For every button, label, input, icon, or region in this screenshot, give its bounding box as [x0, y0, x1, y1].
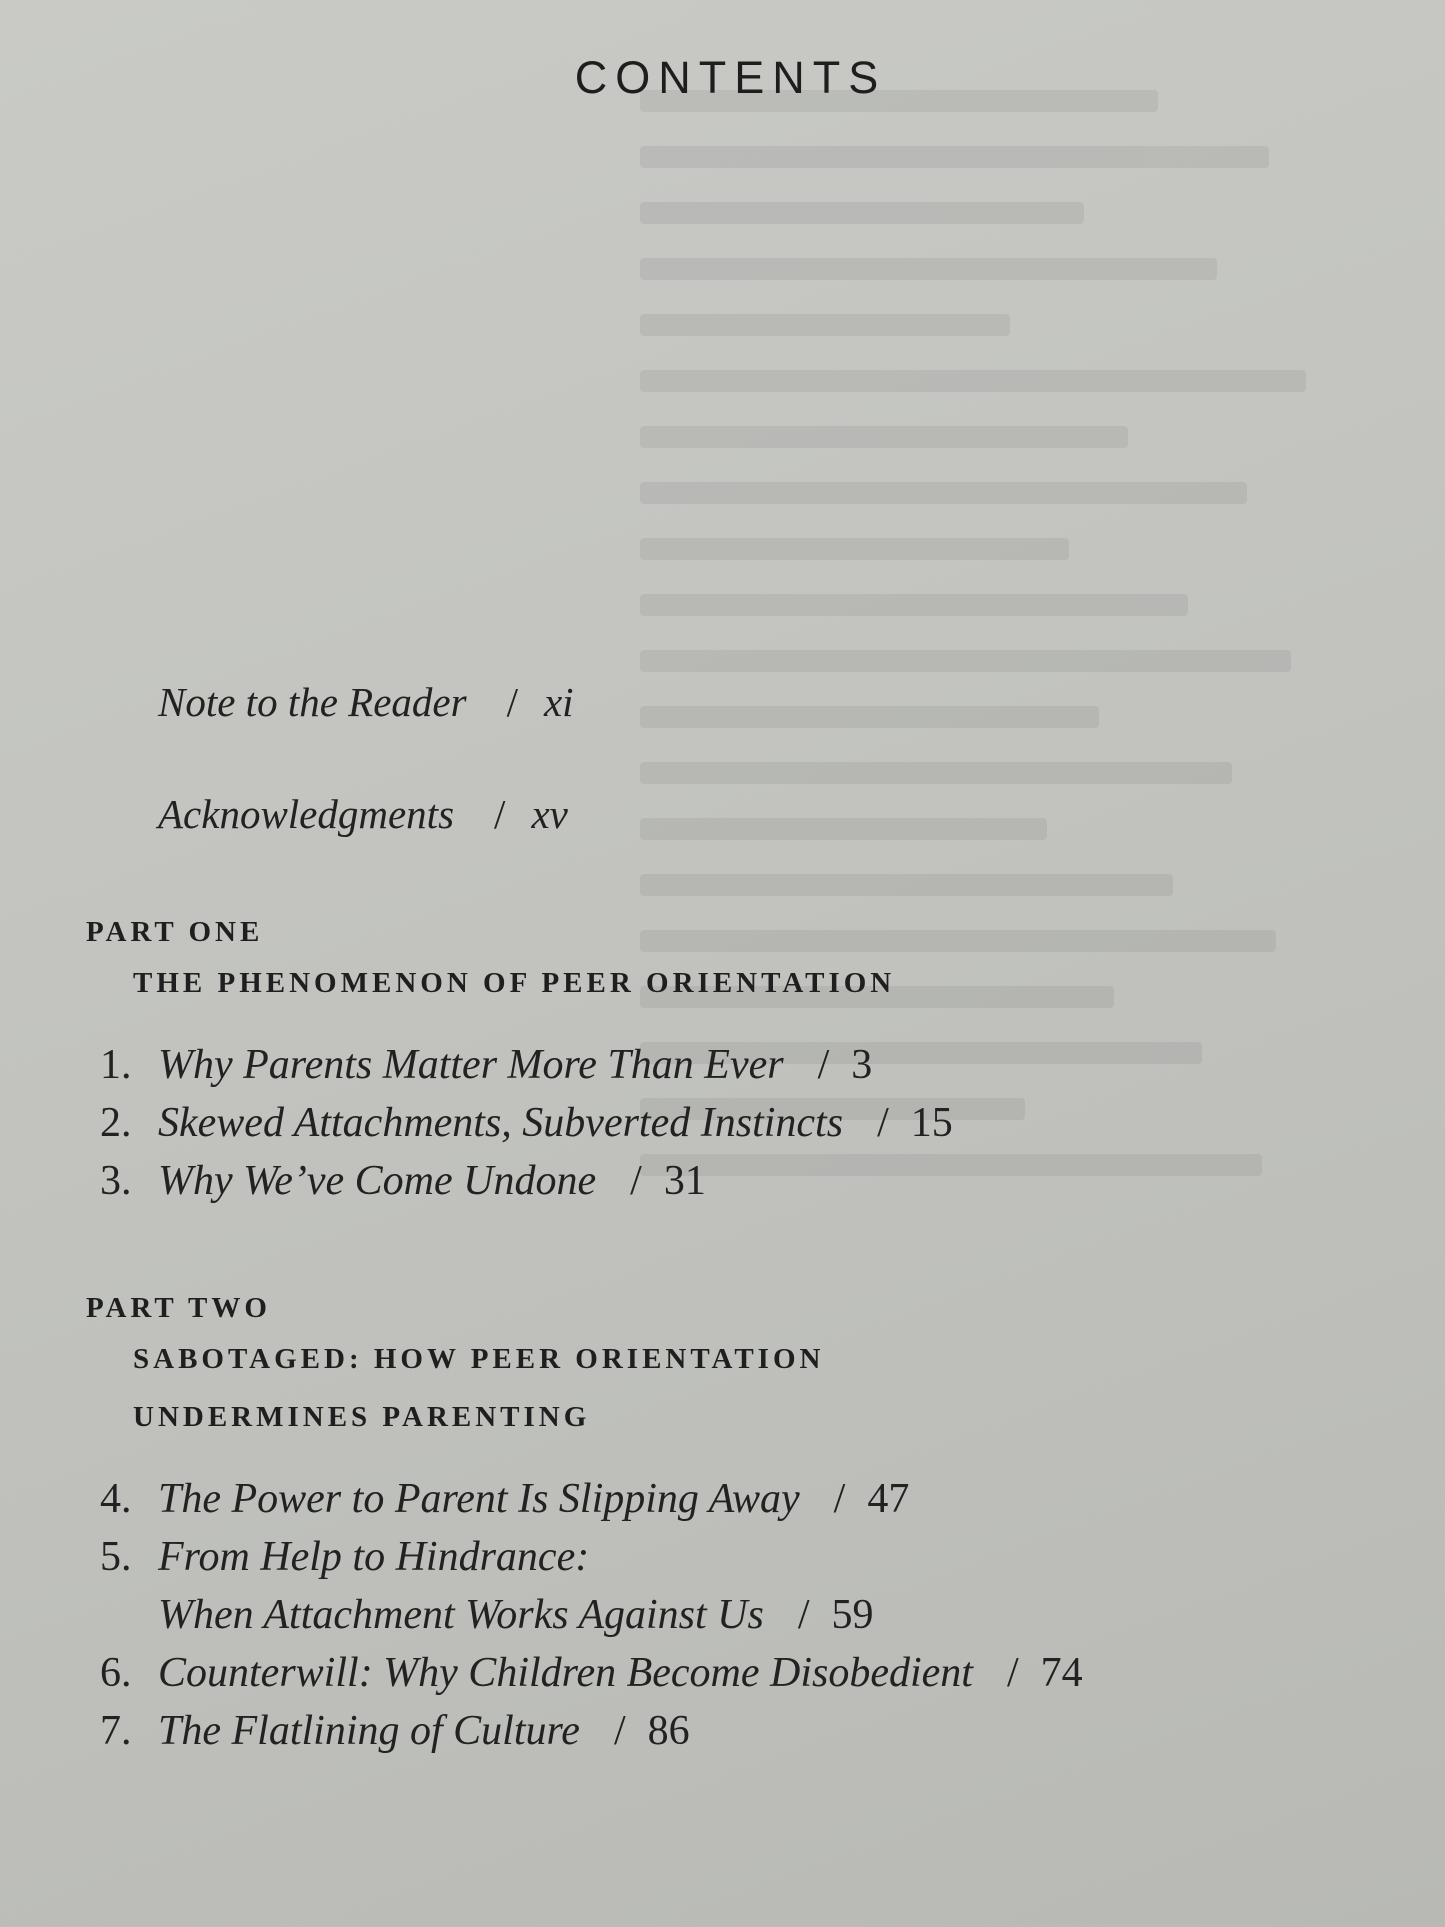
front-matter-title: Note to the Reader [158, 679, 467, 725]
page-separator: / [877, 1100, 889, 1146]
page-separator: / [494, 791, 506, 837]
chapter-2[interactable] [100, 1094, 953, 1152]
chapter-5[interactable] [100, 1528, 1083, 1644]
front-matter-note[interactable] [158, 678, 574, 726]
chapter-page: 59 [831, 1592, 874, 1638]
page-separator: / [817, 1042, 830, 1088]
front-matter-title: Acknowledgments [158, 791, 455, 837]
chapter-title: Counterwill: Why Children Become Disobedient [158, 1650, 973, 1696]
chapter-3[interactable] [100, 1152, 953, 1210]
part-two-chapter-list [100, 1470, 1083, 1760]
part-one-title [133, 954, 895, 1012]
front-matter-acknowledgments[interactable] [158, 790, 568, 838]
chapter-number: 1. [100, 1042, 132, 1088]
chapter-page: 74 [1040, 1650, 1083, 1696]
chapter-title: From Help to Hindrance: [158, 1534, 590, 1580]
part-two-title [133, 1330, 824, 1446]
chapter-number: 7. [100, 1708, 132, 1754]
page-separator: / [506, 679, 518, 725]
chapter-page: 31 [663, 1158, 706, 1204]
part-one-label: PART ONE [86, 916, 264, 948]
page-separator: / [613, 1708, 626, 1754]
part-one-chapter-list [100, 1036, 953, 1210]
part-two-label: PART TWO [86, 1292, 271, 1324]
chapter-page: 86 [647, 1708, 690, 1754]
page-separator: / [797, 1592, 810, 1638]
chapter-number: 2. [100, 1100, 132, 1146]
chapter-title: Why We’ve Come Undone [158, 1158, 597, 1204]
front-matter-page: xi [543, 679, 574, 725]
chapter-1[interactable] [100, 1036, 953, 1094]
page-title: CONTENTS [574, 52, 887, 103]
part-title-line: SABOTAGED: HOW PEER ORIENTATION [133, 1343, 825, 1375]
chapter-title: The Flatlining of Culture [158, 1708, 580, 1754]
chapter-page: 47 [867, 1476, 910, 1522]
chapter-number: 4. [100, 1476, 132, 1522]
chapter-title: Skewed Attachments, Subverted Instincts [158, 1100, 844, 1146]
chapter-page: 15 [910, 1100, 953, 1146]
chapter-title-continued: When Attachment Works Against Us [158, 1592, 764, 1638]
chapter-6[interactable] [100, 1644, 1083, 1702]
chapter-4[interactable] [100, 1470, 1083, 1528]
chapter-title: Why Parents Matter More Than Ever [158, 1042, 784, 1088]
part-title-line: THE PHENOMENON OF PEER ORIENTATION [133, 967, 896, 999]
front-matter-page: xv [531, 791, 568, 837]
page-separator: / [1006, 1650, 1019, 1696]
part-title-line: UNDERMINES PARENTING [133, 1401, 591, 1433]
chapter-number: 6. [100, 1650, 132, 1696]
page-separator: / [833, 1476, 846, 1522]
page-separator: / [630, 1158, 642, 1204]
chapter-7[interactable] [100, 1702, 1083, 1760]
chapter-title: The Power to Parent Is Slipping Away [158, 1476, 800, 1522]
chapter-number: 5. [100, 1534, 132, 1580]
chapter-number: 3. [100, 1158, 132, 1204]
chapter-page: 3 [851, 1042, 873, 1088]
